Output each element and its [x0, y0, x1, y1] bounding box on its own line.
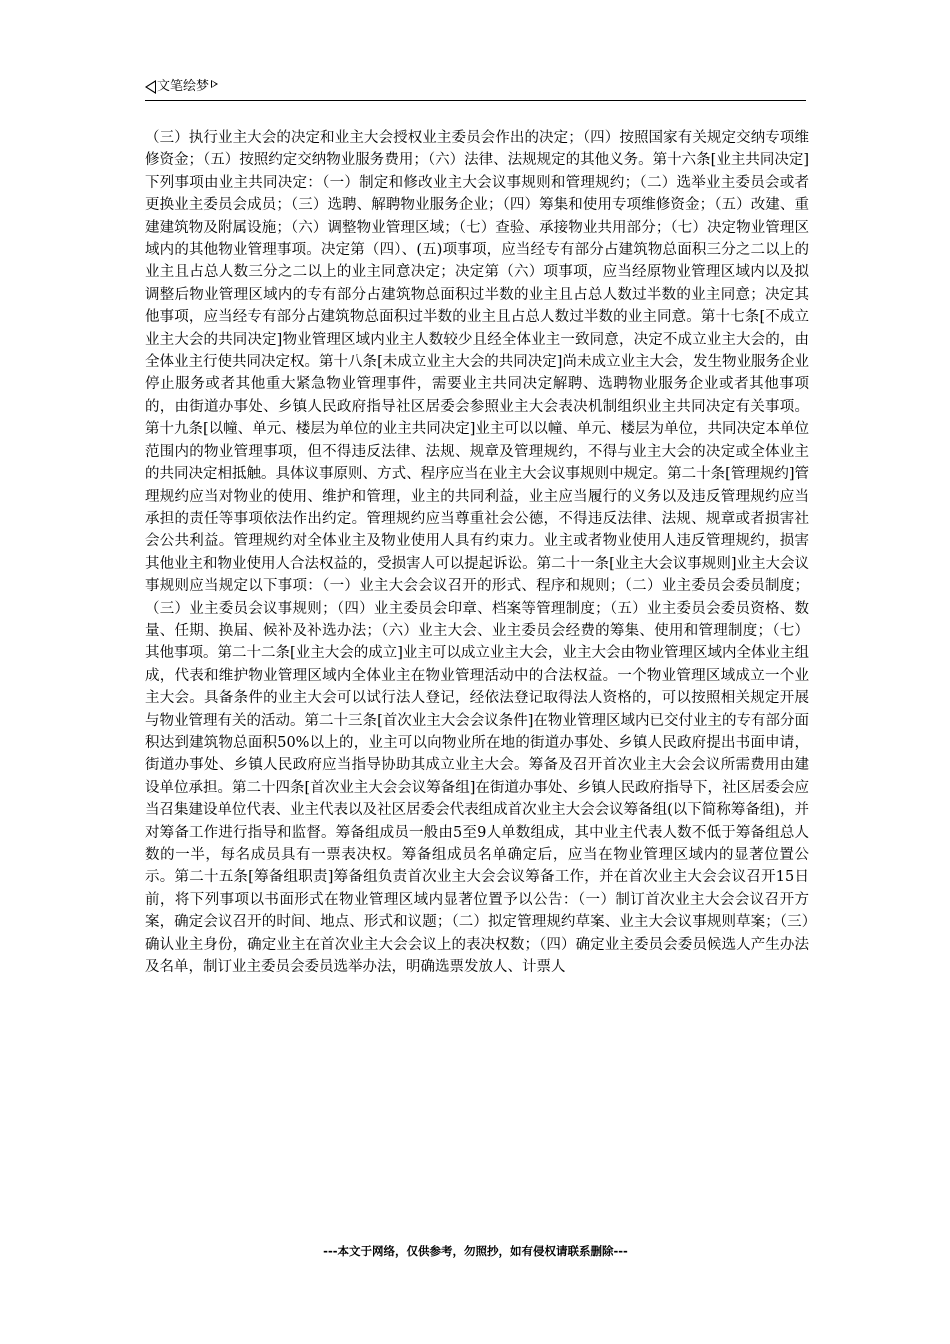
header-brand	[145, 78, 218, 96]
triangle-right-icon	[211, 80, 218, 88]
footer-disclaimer: ---本文于网络，仅供参考，勿照抄，如有侵权请联系删除---	[323, 1244, 628, 1258]
document-body-text: （三）执行业主大会的决定和业主大会授权业主委员会作出的决定；（四）按照国家有关规定交纳专项维修资金；（五）按照约定交纳物业服务费用；（六）法律、法规规定的其他义务。第十六条[业主共同决定]下列事项由业主共同决定：（一）制定和修改业主大会议事规则和管理规约；（二）选举业主委员会或者更换业主委员会成员；（三）选聘、解聘物业服务企业；（四）筹集和使用专项维修资金；（五）改建、重建建筑物及附属设施；（六）调整物业管理区域；（七）查验、承接物业共用部分；（七）决定物业管理区域内的其他物业管理事项。决定第（四）、(五)项事项，应当经专有部分占建筑物总面积三分之二以上的业主且占总人数三分之二以上的业主同意决定；决定第（六）项事项，应当经原物业管理区域内以及拟调整后物业管理区域内的专有部分占建筑物总面积过半数的业主且占总人数过半数的业主同意；决定其他事项，应当经专有部分占建筑物总面积过半数的业主且占总人数过半数的业主同意。第十七条[不成立业主大会的共同决定]物业管理区域内业主人数较少且经全体业主一致同意，决定不成立业主大会的，由全体业主行使共同决定权。第十八条[未成立业主大会的共同决定]尚未成立业主大会，发生物业服务企业停止服务或者其他重大紧急物业管理事件，需要业主共同决定解聘、选聘物业服务企业或者其他事项的，由街道办事处、乡镇人民政府指导社区居委会参照业主大会表决机制组织业主共同决定有关事项。第十九条[以幢、单元、楼层为单位的业主共同决定]业主可以以幢、单元、楼层为单位，共同决定本单位范围内的物业管理事项，但不得违反法律、法规、规章及管理规约，不得与业主大会的决定或全体业主的共同决定相抵触。具体议事原则、方式、程序应当在业主大会议事规则中规定。第二十条[管理规约]管理规约应当对物业的使用、维护和管理，业主的共同利益，业主应当履行的义务以及违反管理规约应当承担的责任等事项依法作出约定。管理规约应当尊重社会公德，不得违反法律、法规、规章或者损害社会公共利益。管理规约对全体业主及物业使用人具有约束力。业主或者物业使用人违反管理规约，损害其他业主和物业使用人合法权益的，受损害人可以提起诉讼。第二十一条[业主大会议事规则]业主大会议事规则应当规定以下事项：（一）业主大会会议召开的形式、程序和规则；（二）业主委员会委员制度；（三）业主委员会议事规则；（四）业主委员会印章、档案等管理制度；（五）业主委员会委员资格、数量、任期、换届、候补及补选办法；（六）业主大会、业主委员会经费的筹集、使用和管理制度；（七）其他事项。第二十二条[业主大会的成立]业主可以成立业主大会，业主大会由物业管理区域内全体业主组成，代表和维护物业管理区域内全体业主在物业管理活动中的合法权益。一个物业管理区域成立一个业主大会。具备条件的业主大会可以试行法人登记，经依法登记取得法人资格的，可以按照相关规定开展与物业管理有关的活动。第二十三条[首次业主大会会议条件]在物业管理区域内已交付业主的专有部分面积达到建筑物总面积50%以上的，业主可以向物业所在地的街道办事处、乡镇人民政府提出书面申请，街道办事处、乡镇人民政府应当指导协助其成立业主大会。筹备及召开首次业主大会会议所需费用由建设单位承担。第二十四条[首次业主大会会议筹备组]在街道办事处、乡镇人民政府指导下，社区居委会应当召集建设单位代表、业主代表以及社区居委会代表组成首次业主大会会议筹备组(以下简称筹备组)，并对筹备工作进行指导和监督。筹备组成员一般由5至9人单数组成，其中业主代表人数不低于筹备组总人数的一半，每名成员具有一票表决权。筹备组成员名单确定后，应当在物业管理区域内的显著位置公示。第二十五条[筹备组职责]筹备组负责首次业主大会会议筹备工作，并在首次业主大会会议召开15日前，将下列事项以书面形式在物业管理区域内显著位置予以公告：（一）制订首次业主大会会议召开方案，确定会议召开的时间、地点、形式和议题；（二）拟定管理规约草案、业主大会议事规则草案；（三）确认业主身份，确定业主在首次业主大会会议上的表决权数；（四）确定业主委员会委员候选人产生办法及名单，制订业主委员会委员选举办法，明确选票发放人、计票人	[145, 130, 809, 976]
header-brand-text: 文笔绘梦	[157, 79, 210, 94]
triangle-left-icon	[145, 80, 156, 94]
page-header	[145, 78, 806, 101]
